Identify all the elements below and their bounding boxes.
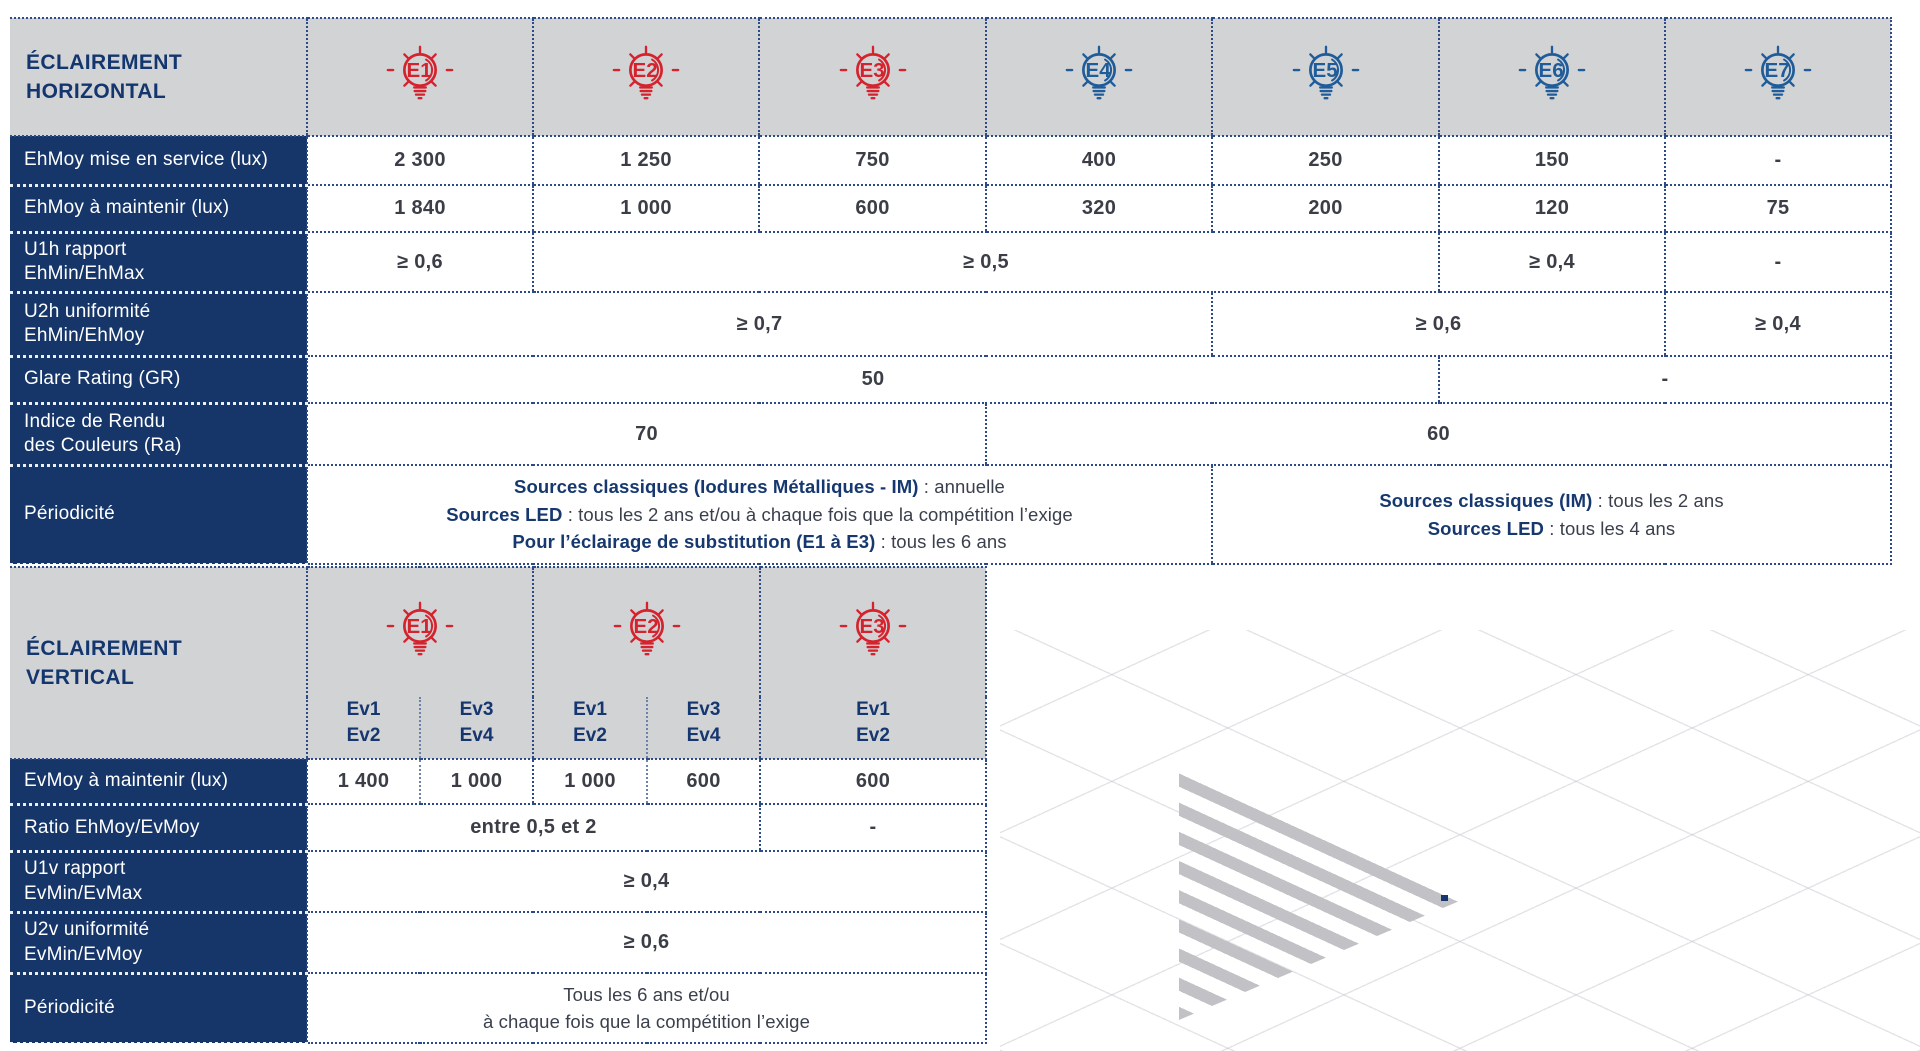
row-label: Périodicité [10, 973, 307, 1043]
value-cell-merged: - [1439, 356, 1891, 403]
row-label: U1v rapport EvMin/EvMax [10, 851, 307, 912]
header-row [10, 18, 1891, 136]
value-cell-merged: entre 0,5 et 2 [307, 804, 760, 851]
value-cell-merged: ≥ 0,7 [307, 292, 1212, 356]
value-cell: ≥ 0,4 [1439, 232, 1665, 292]
periodicity-left-cell [307, 465, 1212, 564]
bulb-icon-e7 [1744, 45, 1812, 104]
subcolumn-header-ev1ev2: Ev1 Ev2 [307, 697, 420, 759]
periodicity-line: à chaque fois que la compétition l’exige [483, 1011, 810, 1033]
table-row [10, 851, 986, 912]
table-row [10, 136, 1891, 185]
subcolumn-header-ev1ev2: Ev1 Ev2 [760, 697, 986, 759]
bulb-icon-e3 [839, 601, 907, 660]
table-row [10, 465, 1891, 564]
value-cell: - [760, 804, 986, 851]
value-cell: 250 [1212, 136, 1439, 185]
value-cell: ≥ 0,6 [307, 232, 533, 292]
value-cell-merged: 50 [307, 356, 1439, 403]
value-cell-merged: ≥ 0,4 [307, 851, 986, 912]
column-header-e6 [1439, 18, 1665, 136]
value-cell: 120 [1439, 185, 1665, 232]
subcolumn-header-ev1ev2: Ev1 Ev2 [533, 697, 647, 759]
value-cell-merged: 70 [307, 403, 986, 465]
value-cell: 75 [1665, 185, 1891, 232]
column-header-e1 [307, 18, 533, 136]
row-label: Périodicité [10, 465, 307, 564]
bulb-icon-e6 [1518, 45, 1586, 104]
value-cell: 1 250 [533, 136, 759, 185]
svg-text:E6: E6 [1538, 59, 1564, 83]
value-cell: 1 840 [307, 185, 533, 232]
svg-text:E2: E2 [633, 614, 659, 638]
row-label: EvMoy à maintenir (lux) [10, 759, 307, 804]
value-cell-merged: ≥ 0,6 [307, 912, 986, 973]
periodicity-line: Tous les 6 ans et/ou [563, 983, 730, 1005]
table-row [10, 356, 1891, 403]
column-header-e5 [1212, 18, 1439, 136]
table-row [10, 912, 986, 973]
value-cell: - [1665, 136, 1891, 185]
row-label: U1h rapport EhMin/EhMax [10, 232, 307, 292]
row-label: U2v uniformité EvMin/EvMoy [10, 912, 307, 973]
svg-text:E3: E3 [859, 614, 885, 638]
header-row [10, 567, 986, 697]
table-row [10, 185, 1891, 232]
svg-text:E1: E1 [406, 59, 432, 83]
svg-text:E7: E7 [1764, 59, 1790, 83]
periodicity-line: Pour l’éclairage de substitution (E1 à E3) : tous les 6 ans [512, 531, 1007, 553]
table-row [10, 759, 986, 804]
row-label: Indice de Rendu des Couleurs (Ra) [10, 403, 307, 465]
periodicity-line: Sources LED : tous les 2 ans et/ou à chaque fois que la compétition l’exige [446, 503, 1073, 525]
bulb-icon-e3 [839, 45, 907, 104]
value-cell: 150 [1439, 136, 1665, 185]
bulb-icon-e1 [386, 601, 454, 660]
periodicity-line: Sources classiques (IM) : tous les 2 ans [1379, 489, 1724, 511]
column-header-e2 [533, 18, 759, 136]
value-cell: 1 000 [533, 185, 759, 232]
value-cell: - [1665, 232, 1891, 292]
vertical-lighting-table [10, 566, 987, 1045]
bulb-icon-e5 [1292, 45, 1360, 104]
table-row [10, 232, 1891, 292]
bulb-icon-e2 [613, 601, 681, 660]
value-cell: 750 [759, 136, 986, 185]
bulb-icon-e2 [612, 45, 680, 104]
table-row [10, 403, 1891, 465]
value-cell: 600 [647, 759, 760, 804]
horizontal-lighting-table [10, 17, 1892, 566]
bulb-icon-e4 [1065, 45, 1133, 104]
table-title-vertical: ÉCLAIREMENT VERTICAL [10, 567, 307, 759]
value-cell: 320 [986, 185, 1212, 232]
svg-text:E3: E3 [859, 59, 885, 83]
value-cell-merged: ≥ 0,6 [1212, 292, 1665, 356]
svg-text:E1: E1 [406, 614, 432, 638]
row-label: U2h uniformité EhMin/EhMoy [10, 292, 307, 356]
value-cell-merged: 60 [986, 403, 1891, 465]
column-header-e4 [986, 18, 1212, 136]
value-cell: ≥ 0,4 [1665, 292, 1891, 356]
value-cell: 1 000 [420, 759, 533, 804]
row-label: Ratio EhMoy/EvMoy [10, 804, 307, 851]
value-cell: 1 400 [307, 759, 420, 804]
column-header-e3 [759, 18, 986, 136]
row-label: Glare Rating (GR) [10, 356, 307, 403]
periodicity-right-cell [1212, 465, 1891, 564]
column-header-e3 [760, 567, 986, 697]
column-header-e1 [307, 567, 533, 697]
periodicity-line: Sources classiques (Iodures Métalliques - IM) : annuelle [514, 475, 1005, 497]
column-header-e2 [533, 567, 760, 697]
value-cell: 600 [759, 185, 986, 232]
svg-text:E2: E2 [632, 59, 658, 83]
table-title-horizontal: ÉCLAIREMENT HORIZONTAL [10, 18, 307, 136]
row-label: EhMoy à maintenir (lux) [10, 185, 307, 232]
svg-text:E4: E4 [1085, 59, 1111, 83]
triangle-tip-dot [1441, 895, 1448, 901]
value-cell: 400 [986, 136, 1212, 185]
subcolumn-header-ev3ev4: Ev3 Ev4 [647, 697, 760, 759]
periodicity-cell [307, 973, 986, 1043]
diamond-lattice-watermark [1000, 630, 1920, 1051]
periodicity-line: Sources LED : tous les 4 ans [1427, 517, 1676, 539]
subcolumn-header-ev3ev4: Ev3 Ev4 [420, 697, 533, 759]
value-cell: 2 300 [307, 136, 533, 185]
column-header-e7 [1665, 18, 1891, 136]
table-row [10, 804, 986, 851]
row-label: EhMoy mise en service (lux) [10, 136, 307, 185]
value-cell: 1 000 [533, 759, 647, 804]
bulb-icon-e1 [386, 45, 454, 104]
svg-text:E5: E5 [1312, 59, 1338, 83]
table-row [10, 292, 1891, 356]
value-cell-merged: ≥ 0,5 [533, 232, 1439, 292]
table-row [10, 973, 986, 1043]
value-cell: 200 [1212, 185, 1439, 232]
value-cell: 600 [760, 759, 986, 804]
